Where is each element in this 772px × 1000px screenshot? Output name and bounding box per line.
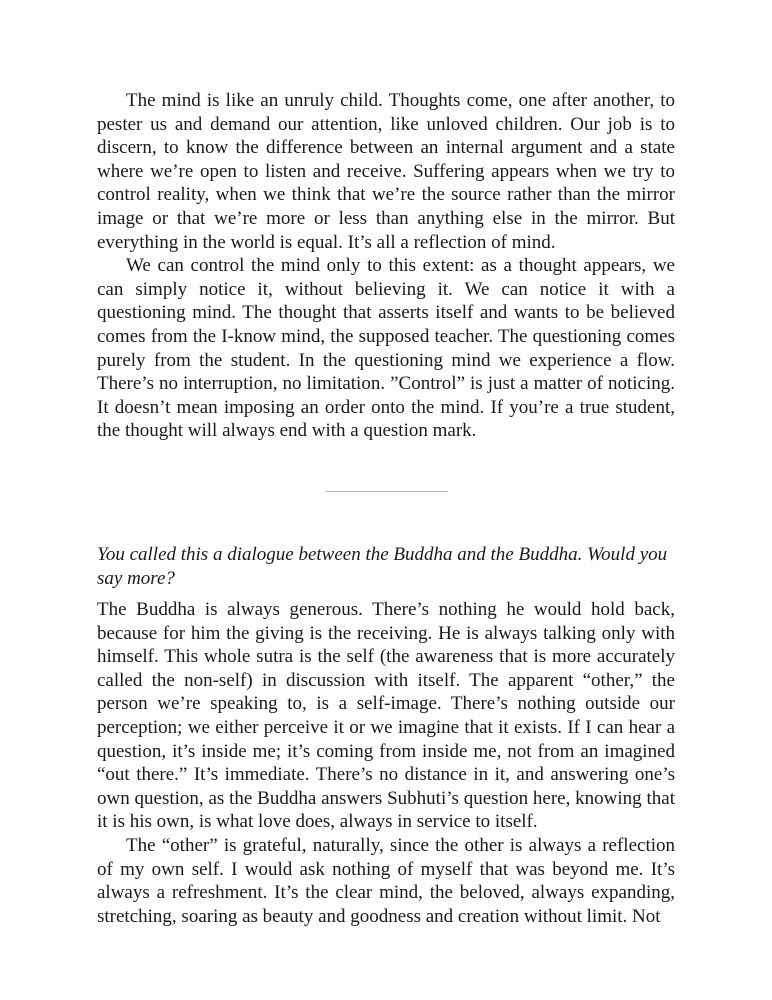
body-paragraph: The mind is like an unruly child. Thoughts come, one after another, to pester us and demand our attention, like unloved children. Our job is to discern, to know the difference between an internal argument and a state where we’re open to listen and receive. Suffering appears when we try to control reality, when we think that we’re the source rather than the mirror image or that we’re more or less than anything else in the mirror. But everything in the world is equal. It’s all a reflection of mind. — [97, 90, 675, 253]
body-paragraph: The Buddha is always generous. There’s nothing he would hold back, because for him the giving is the receiving. He is always talking only with himself. This whole sutra is the self (the awareness that is more accurately called the non-self) in discussion with itself. The apparent “other,” the person we’re speaking to, is a self-image. There’s nothing outside our perception; we either perceive it or we imagine that it exists. If I can hear a question, it’s inside me; it’s coming from inside me, not from an imagined “out there.” It’s immediate. There’s no distance in it, and answering one’s own question, as the Buddha answers Subhuti’s question here, knowing that it is his own, is what love does, always in service to itself. — [97, 599, 675, 833]
question-heading: You called this a dialogue between the Buddha and the Buddha. Would you say more? — [97, 543, 668, 589]
book-page — [97, 89, 675, 928]
section-divider — [97, 443, 675, 543]
divider-line — [326, 491, 448, 492]
body-paragraph: We can control the mind only to this extent: as a thought appears, we can simply notice it, without believing it. We can notice it with a questioning mind. The thought that asserts itself and wants to be believed comes from the I-know mind, the supposed teacher. The questioning comes purely from the student. In the questioning mind we experience a flow. There’s no interruption, no limitation. ”Control” is just a matter of noticing. It doesn’t mean imposing an order onto the mind. If you’re a true student, the thought will always end with a question mark. — [97, 255, 675, 442]
body-paragraph: The “other” is grateful, naturally, since the other is always a reflection of my own self. I would ask nothing of myself that was beyond me. It’s always a refreshment. It’s the clear mind, the beloved, always expanding, stretching, soaring as beauty and goodness and creation without limit. Not — [97, 835, 675, 927]
